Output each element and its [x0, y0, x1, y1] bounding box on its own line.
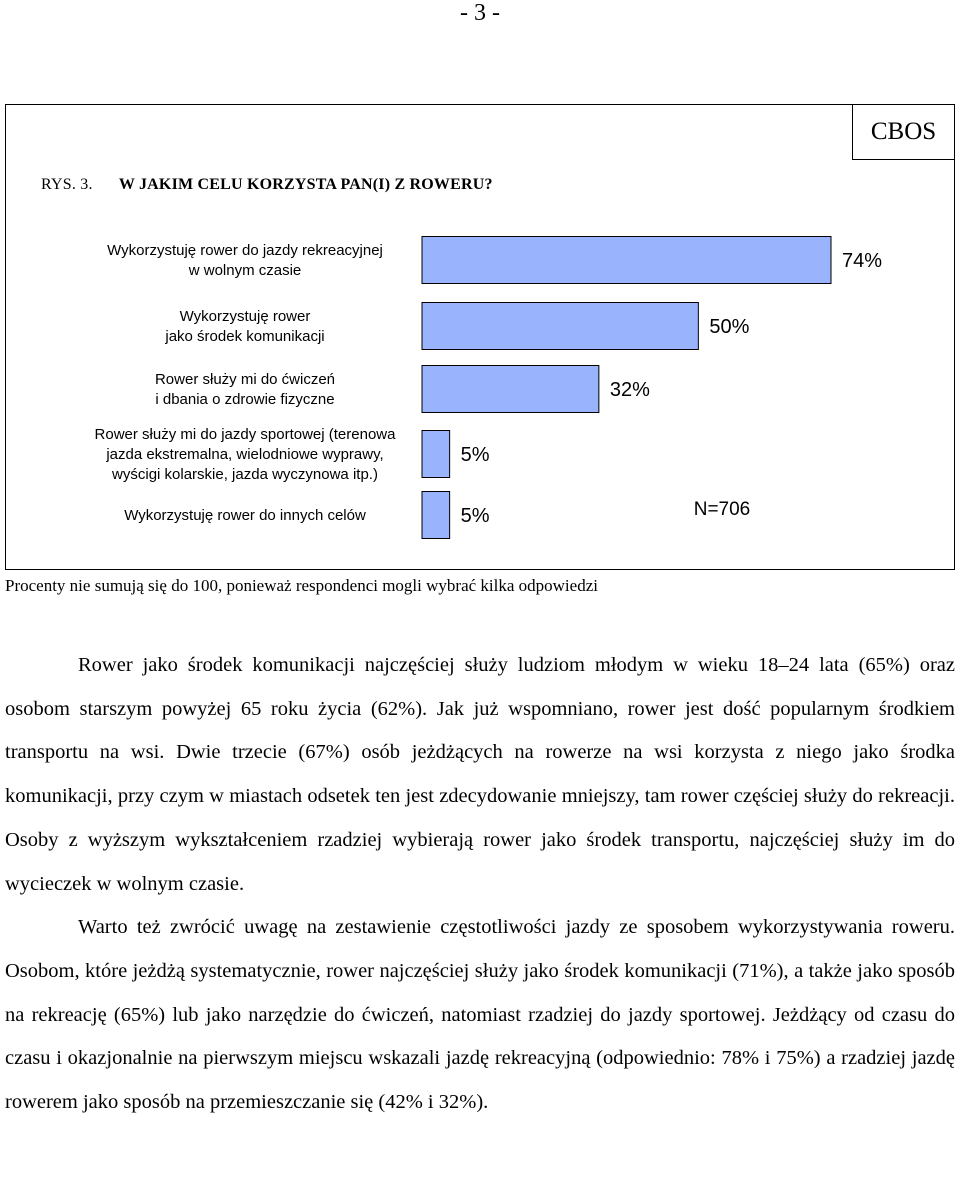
category-label-3: Rower służy mi do ćwiczeń i dbania o zdrowie fizyczne — [154, 371, 336, 408]
value-label-2: 50% — [709, 316, 750, 338]
bar-5 — [422, 492, 450, 539]
chart-note: Procenty nie sumują się do 100, ponieważ respondenci mogli wybrać kilka odpowiedzi — [5, 576, 598, 595]
paragraph-2: Warto też zwrócić uwagę na zestawienie częstotliwości jazdy ze sposobem wykorzystywania roweru. Osobom, które jeżdżą systematycznie, rower najczęściej służy jako środek komunikacji (71%), a także jako sposób na rekreację (65%) lub jako narzędzie do ćwiczeń, natomiast rzadziej do jazdy sportowej. Jeżdżący od czasu do czasu i okazjonalnie na pierwszym miejscu wskazali jazdę rekreacyjną (odpowiednio: 78% i 75%) a rzadziej jazdę rowerem jako sposób na przemieszczanie się (42% i 32%). — [5, 916, 955, 1114]
bar-3 — [422, 366, 599, 413]
bar-1 — [422, 237, 831, 284]
figure-title: W JAKIM CELU KORZYSTA PAN(I) Z ROWERU? — [118, 176, 493, 193]
value-label-3: 32% — [609, 379, 650, 401]
category-label-1: Wykorzystuję rower do jazdy rekreacyjnej w wolnym czasie — [107, 242, 383, 279]
category-label-2: Wykorzystuję rower jako środek komunikacji — [165, 308, 325, 345]
page-number: - 3 - — [460, 0, 500, 26]
value-label-5: 5% — [460, 505, 490, 527]
paragraph-1: Rower jako środek komunikacji najczęściej służy ludziom młodym w wieku 18–24 lata (65%) oraz osobom starszym powyżej 65 roku życia (62%). Jak już wspomniano, rower jest dość popularnym środkiem transportu na wsi. Dwie trzecie (67%) osób jeżdżących na rowerze na wsi korzysta z niego jako środka komunikacji, przy czym w miastach odsetek ten jest zdecydowanie mniejszy, tam rower częściej służy do rekreacji. Osoby z wyższym wykształceniem rzadziej wybierają rower jako środek transportu, najczęściej służy im do wycieczek w wolnym czasie. — [5, 654, 955, 895]
bar-4 — [422, 431, 450, 478]
value-label-4: 5% — [460, 444, 490, 466]
source-label: CBOS — [852, 104, 955, 160]
bar-2 — [422, 303, 698, 350]
sample-size-annotation: N=706 — [693, 499, 751, 520]
value-label-1: 74% — [842, 250, 883, 272]
figure-number: RYS. 3. — [41, 176, 93, 193]
category-labels — [95, 242, 397, 524]
category-label-5: Wykorzystuję rower do innych celów — [124, 507, 366, 524]
body-text — [5, 644, 955, 1125]
category-label-4: Rower służy mi do jazdy sportowej (terenowa jazda ekstremalna, wielodniowe wyprawy, wyścigi kolarskie, jazda wyczynowa itp.) — [94, 426, 396, 483]
